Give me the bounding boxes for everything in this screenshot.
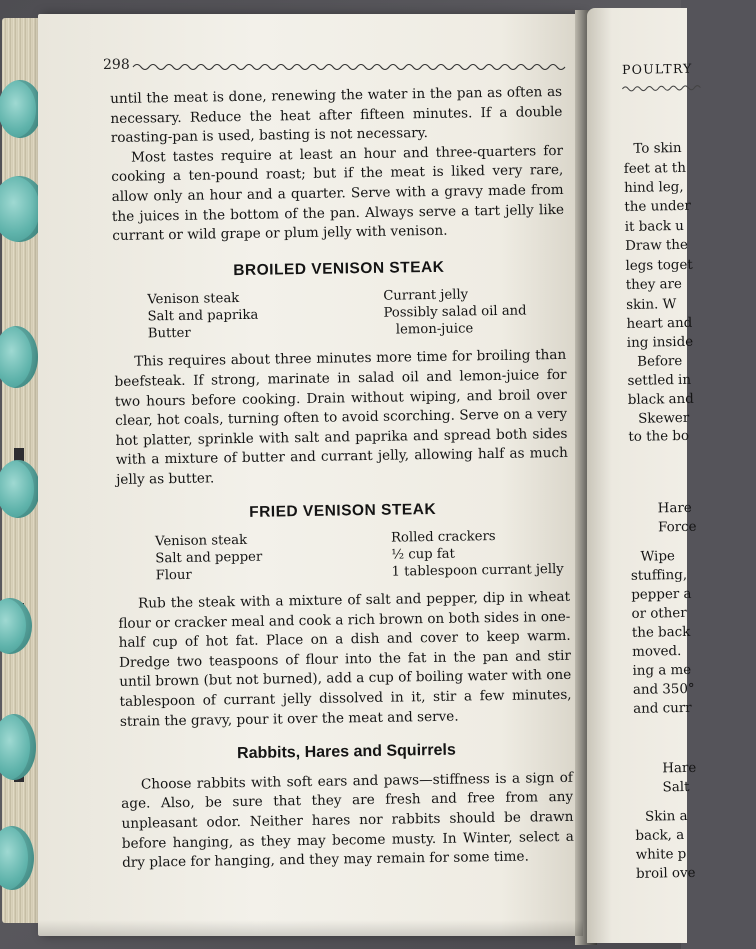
page-body: [110, 83, 574, 874]
thumb-index-tab[interactable]: [0, 80, 42, 138]
ingredient: Salt and pepper: [155, 549, 263, 567]
ingredient-list: [155, 527, 570, 584]
ingredient: Venison steak: [147, 291, 240, 308]
page-number: 298: [103, 57, 130, 73]
recipe-text: This requires about three minutes more time for broiling than beefsteak. If strong, marinate in salad oil and lemon-juice for two hours before cooking. Drain without wiping, and broil over clear, hot coals, turning often to avoid scorching. Serve on a very hot platter, sprinkle with salt and paprika and spread both sides with a mixture of butter and currant jelly, allowing half as much jelly as butter.: [114, 347, 568, 488]
ingredient: Salt and paprika: [147, 308, 259, 325]
right-page-line: back, a: [635, 828, 685, 844]
ingredient: Butter: [147, 326, 191, 342]
recipe-title: BROILED VENISON STEAK: [233, 258, 445, 279]
right-page-line: legs toget: [625, 257, 693, 274]
right-page-line: Skin a: [644, 808, 688, 825]
right-page-line: Salt: [662, 779, 690, 796]
running-head: POULTRY: [621, 60, 693, 77]
right-page-line: Force: [657, 519, 697, 536]
ingredient: Currant jelly: [383, 287, 469, 305]
right-page-line: black and: [627, 391, 694, 408]
right-page-line: Draw the: [625, 237, 689, 254]
ingredient: Rolled crackers: [390, 529, 496, 546]
right-page: [587, 8, 697, 943]
right-page-line: moved.: [632, 644, 682, 660]
ingredient-list: [147, 285, 566, 343]
header-rule: [133, 60, 563, 74]
recipe-text: Rub the steak with a mixture of salt and pepper, dip in wheat flour or cracker meal and cook a rich brown on both sides in one-half cup of hot fat. Place on a dish and cover to keep warm. Dredge two teaspoons of flour into the fat in the pan and stir until brown (but not burned), add a cup of boiling water with one tablespoon of currant jelly dissolved in it, stir a few minutes, strain the gravy, pour it over the meat and serve.: [118, 588, 572, 730]
right-page-line: hind leg,: [624, 179, 684, 196]
ingredient: 1 tablespoon currant jelly: [391, 562, 564, 580]
right-page-line: Hare: [662, 760, 697, 777]
right-page-line: ing inside: [626, 334, 694, 351]
recipe-title: FRIED VENISON STEAK: [249, 500, 437, 521]
right-page-line: Hare: [657, 500, 692, 517]
right-page-line: the back: [631, 624, 691, 641]
ingredient: Flour: [155, 567, 192, 584]
ingredient: Venison steak: [154, 532, 248, 550]
right-page-line: the under: [624, 198, 691, 215]
right-page-line: to the bo: [628, 428, 690, 445]
ingredient: ½ cup fat: [391, 546, 455, 563]
right-page-line: or other: [631, 605, 687, 622]
right-page-line: and 350°: [632, 681, 695, 698]
paragraph: Most tastes require at least an hour and three-quarters for cooking a ten-pound roast; but if the meat is liked very rare, allow only an hour and a quarter. Serve with a gravy made from the juices in the bottom of the pan. Always serve a tart jelly like currant or wild grape or plum jelly with venison.: [111, 142, 565, 245]
right-page-line: ing a me: [632, 662, 692, 679]
right-page-line: white p: [635, 846, 687, 863]
right-page-line: broil ove: [635, 865, 696, 882]
right-page-line: stuffing,: [630, 567, 688, 584]
right-page-line: it back u: [624, 218, 684, 235]
right-page-line: Wipe: [640, 549, 676, 565]
ingredient: Possibly salad oil and: [383, 303, 527, 322]
right-page-line: and curr: [633, 700, 692, 717]
right-page-line: To skin: [633, 140, 682, 157]
section-title: Rabbits, Hares and Squirrels: [236, 741, 456, 763]
right-page-line: settled in: [627, 372, 692, 389]
right-page-line: pepper a: [631, 586, 692, 603]
right-page-line: heart and: [626, 315, 693, 332]
paragraph: until the meat is done, renewing the water in the pan as often as necessary. Reduce the heat after fifteen minutes. If a double roasting-pan is used, basting is not necessary.: [110, 83, 563, 147]
right-page-line: Before: [637, 353, 683, 370]
right-page-line: they are: [625, 276, 683, 293]
section-text: Choose rabbits with soft ears and paws—stiffness is a sign of age. Also, be sure that they are fresh and free from any unpleasant odor. Neither hares nor rabbits should be drawn before hanging, as they may become musty. In Winter, select a dry place for hanging, and they may remain for some time.: [121, 769, 574, 872]
page-bottom-shadow: [38, 920, 583, 936]
ingredient: lemon-juice: [395, 321, 474, 338]
right-page-line: Skewer: [638, 410, 690, 427]
running-head-rule: [622, 83, 702, 94]
right-page-line: skin. W: [626, 297, 677, 313]
right-page-line: feet at th: [623, 160, 687, 177]
